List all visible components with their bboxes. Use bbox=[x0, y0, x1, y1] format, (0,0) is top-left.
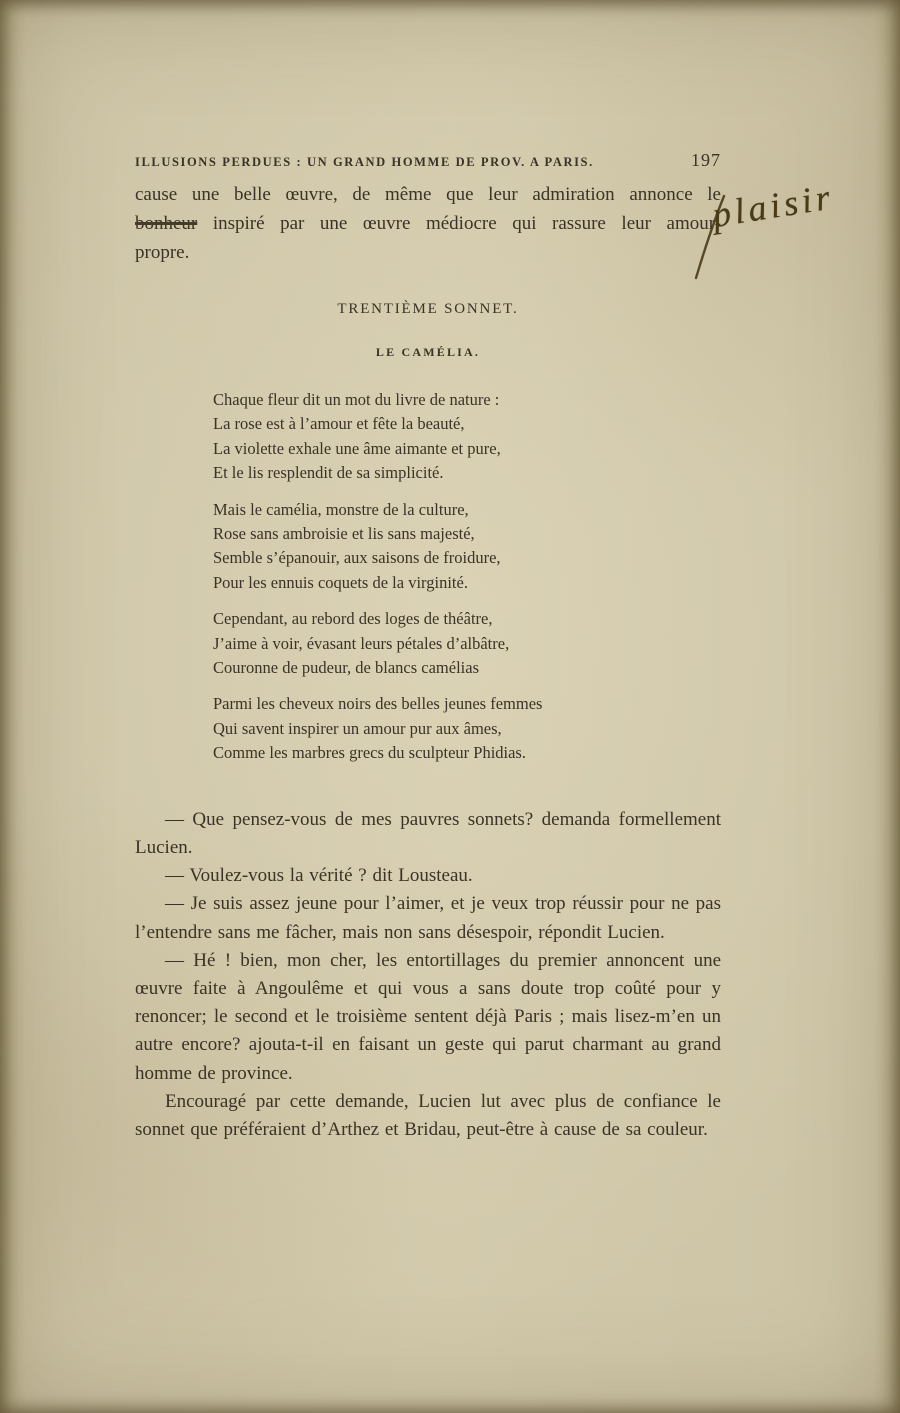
sonnet-line: Parmi les cheveux noirs des belles jeunes femmes bbox=[213, 694, 543, 714]
dialogue-paragraph: — Je suis assez jeune pour l’aimer, et je veux trop réussir pour ne pas l’entendre sans me fâcher, mais non sans désespoir, répondit Lucien. bbox=[135, 893, 721, 943]
running-header bbox=[135, 150, 721, 171]
sonnet-poem bbox=[213, 388, 721, 766]
dialogue-paragraph: — Hé ! bien, mon cher, les entortillages du premier annoncent une œuvre faite à Angoulême et qui vous a sans doute trop coûté pour y renoncer; le second et le troisième sentent déjà Paris ; mais lisez-m’en un autre encore? ajouta-t-il en faisant un geste qui parut charmant au grand homme de province. bbox=[135, 949, 721, 1084]
dialogue-paragraph: Encouragé par cette demande, Lucien lut avec plus de confiance le sonnet que préféraient d’Arthez et Bridau, peut-être à cause de sa couleur. bbox=[135, 1090, 721, 1140]
intro-line: cause une belle œuvre, de même que leur admiration annonce le bbox=[135, 184, 721, 205]
sonnet-line: Semble s’épanouir, aux saisons de froidure, bbox=[213, 548, 501, 568]
sonnet-title: TRENTIÈME SONNET. bbox=[337, 301, 519, 317]
sonnet-line: Chaque fleur dit un mot du livre de nature : bbox=[213, 390, 500, 409]
sonnet-subtitle: LE CAMÉLIA. bbox=[375, 345, 481, 359]
struck-word: bonheur bbox=[135, 213, 198, 234]
sonnet-line: Cependant, au rebord des loges de théâtre, bbox=[213, 609, 493, 629]
dialogue-paragraph: — Voulez-vous la vérité ? dit Lousteau. bbox=[165, 865, 473, 887]
margin-annotation bbox=[684, 178, 884, 283]
sonnet-line: Et le lis resplendit de sa simplicité. bbox=[213, 463, 444, 483]
annotation-word: plaisir bbox=[709, 176, 837, 236]
sonnet-line: Rose sans ambroisie et lis sans majesté, bbox=[213, 524, 475, 544]
running-header-title: ILLUSIONS PERDUES : UN GRAND HOMME DE PROV. A PARIS. bbox=[135, 155, 594, 169]
sonnet-line: Comme les marbres grecs du sculpteur Phidias. bbox=[213, 743, 526, 763]
page-content bbox=[135, 150, 721, 1144]
intro-paragraph bbox=[135, 180, 721, 267]
sonnet-stanza-1 bbox=[213, 388, 721, 486]
sonnet-line: La violette exhale une âme aimante et pure, bbox=[213, 438, 501, 458]
sonnet-line: Qui savent inspirer un amour pur aux âmes, bbox=[213, 718, 502, 738]
sonnet-line: Couronne de pudeur, de blancs camélias bbox=[213, 658, 479, 678]
sonnet-line: Mais le camélia, monstre de la culture, bbox=[213, 499, 469, 519]
sonnet-stanza-2 bbox=[213, 498, 721, 596]
intro-line bbox=[135, 209, 721, 238]
intro-line-rest: inspiré par une œuvre médiocre qui rassure leur amour- bbox=[212, 213, 721, 234]
sonnet-stanza-3 bbox=[213, 607, 721, 680]
sonnet-line: La rose est à l’amour et fête la beauté, bbox=[213, 414, 465, 434]
intro-line: propre. bbox=[135, 242, 190, 263]
page-number: 197 bbox=[691, 150, 721, 170]
sonnet-stanza-4 bbox=[213, 692, 721, 765]
dialogue-paragraph: — Que pensez-vous de mes pauvres sonnets? demanda formellement Lucien. bbox=[135, 808, 721, 858]
sonnet-line: J’aime à voir, évasant leurs pétales d’albâtre, bbox=[213, 633, 510, 653]
sonnet-line: Pour les ennuis coquets de la virginité. bbox=[213, 572, 468, 592]
dialogue-section bbox=[135, 806, 721, 1144]
